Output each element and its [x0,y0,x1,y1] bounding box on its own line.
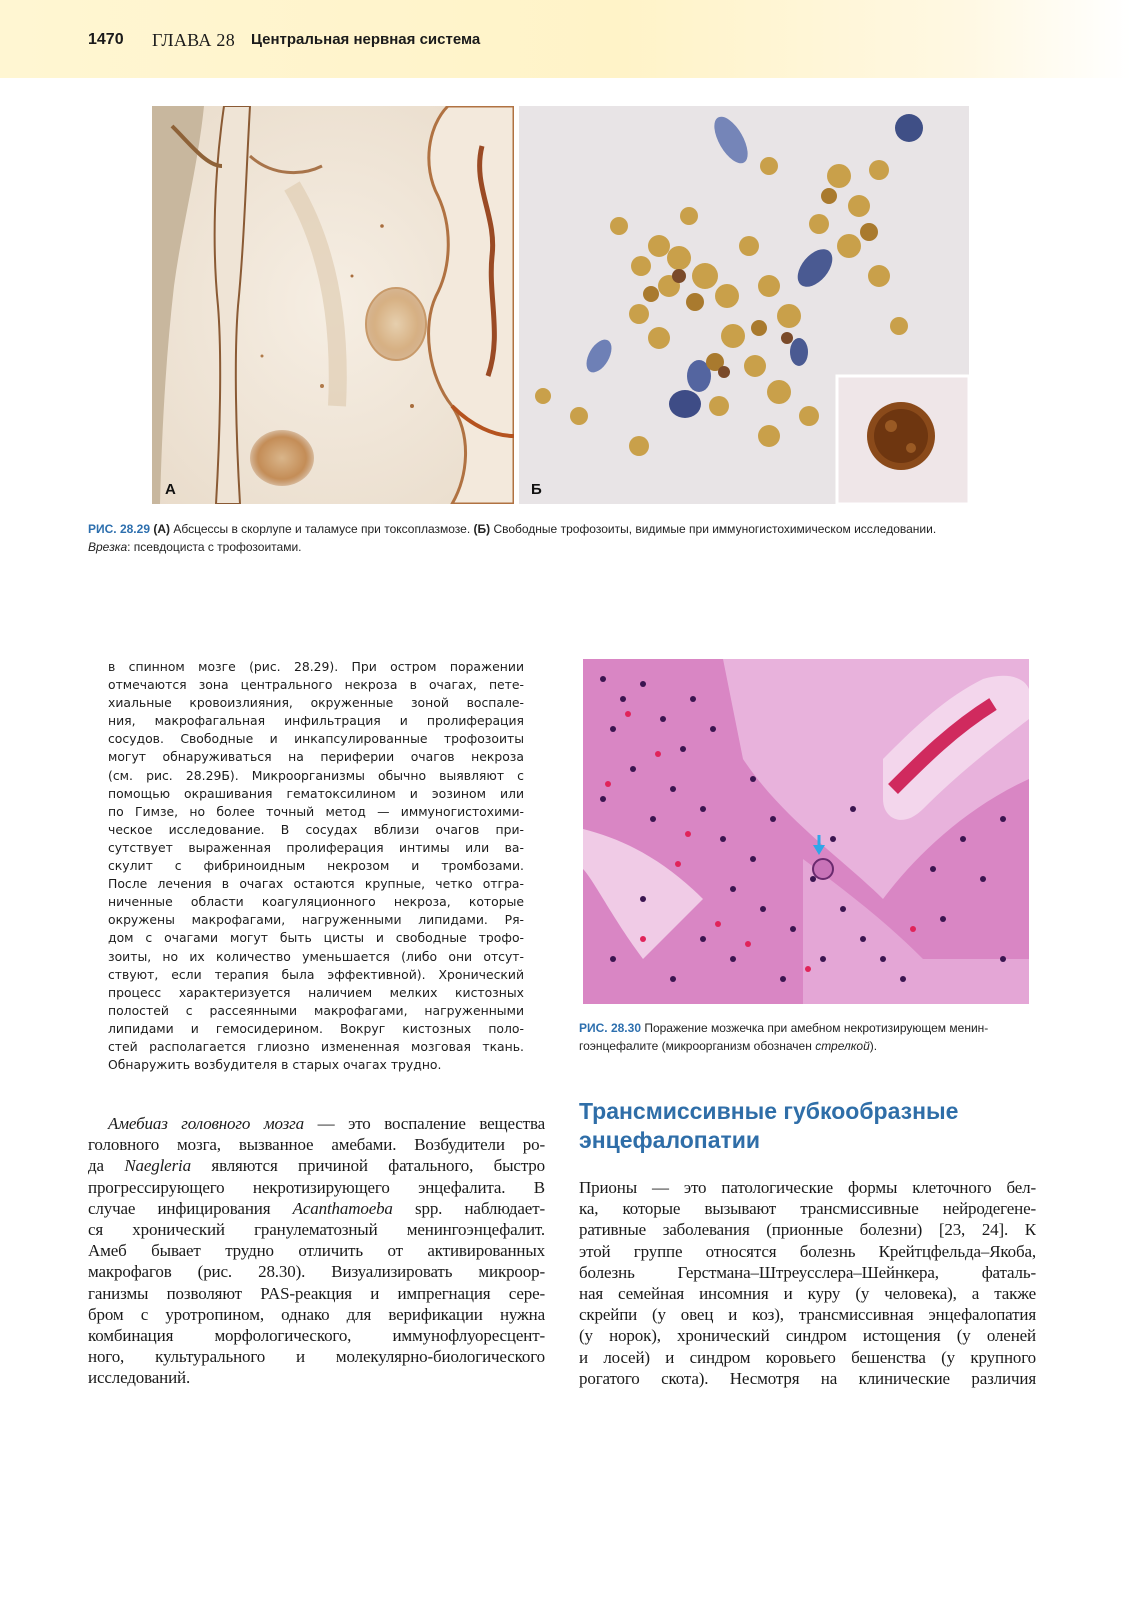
panel-b-label: Б [531,481,542,498]
caption-inset-text: : псевдоциста с трофозоитами. [127,540,302,554]
caption-text-b: Свободные трофозоиты, видимые при иммуногистохимическом исследовании. [490,522,937,536]
text-line: ческое исследование. В сосудах вблизи очагов при- [108,821,524,837]
brain-section-image [152,106,514,504]
text-line: отмечаются зона центрального некроза в очагах, пете- [108,677,524,693]
caption-marker-b: (Б) [473,522,491,536]
heading-line: Трансмиссивные губкообразные [579,1098,959,1124]
caption-text: гоэнцефалите (микроорганизм обозначен [579,1039,816,1053]
text-span: spp. наблюдает- [392,1198,545,1218]
text-line: ная семейная инсомния и куру (у человека), а также [579,1284,1036,1304]
text-line: (см. рис. 28.29Б). Микроорганизмы обычно выявляют с [108,767,524,783]
caption-text-a: Абсцессы в скорлупе и таламусе при токсоплазмозе. [170,522,474,536]
text-line: помощью окрашивания гематоксилином и эозином или [108,785,524,801]
text-line: окружены макрофагами, нагруженными липидами. Ря- [108,912,524,928]
text-line: прогрессирующего некротизирующего энцефалита. В [88,1177,545,1197]
text-line: макрофагов (рис. 28.30). Визуализировать микроор- [88,1262,545,1282]
text-line: Амеб бывает трудно отличить от активированных [88,1241,545,1261]
text-line: После лечения в очагах остаются крупные, четко отгра- [108,876,524,892]
text-line: стей располагается глиозно измененная мозговая ткань. [108,1038,524,1054]
text-line: могут обнаруживаться на периферии очагов некроза [108,749,524,765]
figure-number: РИС. 28.29 [88,522,150,536]
text-line: головного мозга, вызванное амебами. Возбудители ро- [88,1135,545,1155]
figure-28-30-caption [579,1019,1049,1055]
chapter-title: Центральная нервная система [251,31,481,48]
term-naegleria: Naegleria [124,1156,191,1176]
text-line: по Гимзе, но более точный метод — иммуногистохими- [108,803,524,819]
text-line: скулит с фибриноидным некрозом и тромбозами. [108,858,524,874]
text-line: и лосей) и синдром коровьего бешенства (у крупного [579,1347,1036,1367]
text-line: в спинном мозге (рис. 28.29). При остром поражении [108,659,524,674]
trophozoites-image [519,106,969,504]
text-line: дом с очагами могут быть цисты и свободные трофо- [108,930,524,946]
figure-28-29-panel-a [152,106,514,504]
cerebellum-histology-image [583,659,1029,1004]
caption-text: Поражение мозжечка при амебном некротизирующем менин- [641,1021,989,1035]
text-span: да [88,1156,125,1176]
page-number: 1470 [88,31,124,48]
text-line: Прионы — это патологические формы клеточного бел- [579,1178,1036,1197]
caption-inset-label: Врезка [88,540,128,554]
figure-number: РИС. 28.30 [579,1021,641,1035]
text-line: скрейпи (у овец и коз), трансмиссивная энцефалопатия [579,1305,1036,1325]
panel-a-label: А [165,481,176,498]
text-span: являются причиной фатального, быстро [190,1156,545,1176]
figure-28-29-caption [88,520,1048,556]
text-line: ративные заболевания (прионные болезни) [23, 24]. К [579,1220,1036,1240]
caption-text: ). [869,1039,878,1053]
caption-arrow-word: стрелкой [815,1039,870,1053]
text-line: полостей с рассеянными макрофагами, нагруженными [108,1002,524,1018]
figure-28-29-panel-b [519,106,969,504]
text-line: сутствует выраженная пролиферация интимы или ва- [108,839,524,855]
text-line: болезнь Герстмана–Штреусслера–Шейнкера, фаталь- [579,1262,1036,1282]
text-line: ся хронический гранулематозный менингоэнцефалит. [88,1220,545,1240]
text-line: бром с уротропином, однако для верификации нужна [88,1304,545,1324]
text-span: — это воспаление вещества [304,1114,545,1133]
text-line [88,1198,545,1219]
text-line: зоиты, но их количество уменьшается (либо они отсут- [108,948,524,964]
text-line: исследований. [88,1368,191,1388]
text-line: ствуют, если терапия была эффективной). Хронический [108,966,524,982]
text-line: липидами и гемосидерином. Вокруг кистозных поло- [108,1020,524,1036]
text-line [88,1155,545,1176]
text-line: Обнаружить возбудителя в старых очагах трудно. [108,1057,442,1073]
text-line: ного, культурального и молекулярно-биологического [88,1347,545,1367]
caption-marker-a: (А) [153,522,171,536]
text-line: сосудов. Свободные и инкапсулированные трофозоиты [108,731,524,747]
section-heading [579,1097,1039,1155]
text-line [88,1113,545,1134]
prion-paragraph [579,1177,1036,1389]
heading-line: энцефалопатии [579,1127,761,1153]
amoebiasis-paragraph [88,1113,545,1389]
text-line: ганизмы позволяют PAS-реакция и импрегнация сере- [88,1283,545,1303]
text-line: этой группе относятся болезнь Крейтцфельда–Якоба, [579,1241,1036,1261]
text-line: ка, которые вызывают трансмиссивные нейродегене- [579,1199,1036,1219]
term-amoebiasis: Амебиаз головного мозга [108,1114,304,1133]
text-line: (у норок), хронический синдром истощения (у оленей [579,1326,1036,1346]
text-line: ния, макрофагальная инфильтрация и пролиферация [108,713,524,729]
text-line: комбинация морфологического, иммунофлуоресцент- [88,1326,545,1346]
text-line: рогатого скота). Несмотря на клинические различия [579,1368,1036,1388]
text-line: хиальные кровоизлияния, окруженные зоной воспале- [108,695,524,711]
term-acanthamoeba: Acanthamoeba [292,1198,393,1218]
toxoplasmosis-paragraph [108,658,524,1074]
figure-28-30-image [583,659,1029,1004]
text-line: ниченные области коагуляционного некроза, которые [108,894,524,910]
text-line: процесс характеризуется наличием мелких кистозных [108,984,524,1000]
chapter-label: ГЛАВА 28 [152,30,236,50]
text-span: случае инфицирования [88,1198,293,1218]
